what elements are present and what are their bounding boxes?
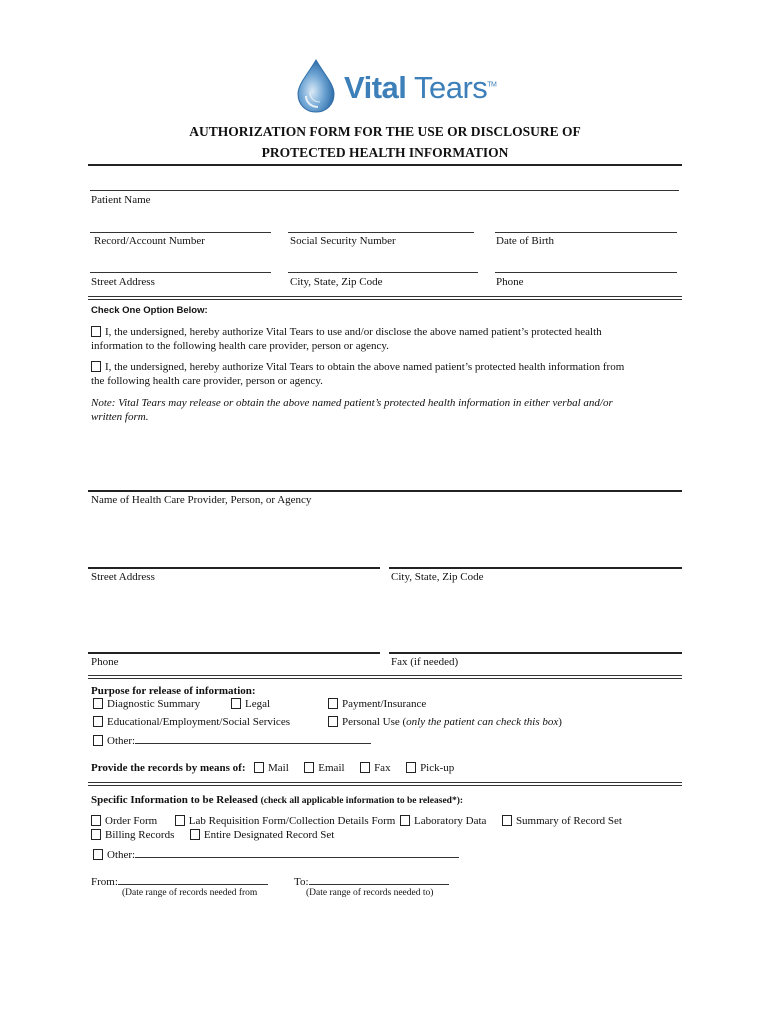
water-drop-icon bbox=[294, 58, 338, 114]
provider-fax-label: Fax (if needed) bbox=[391, 656, 459, 668]
options-heading: Check One Option Below: bbox=[91, 305, 208, 316]
form-title-line2: PROTECTED HEALTH INFORMATION bbox=[261, 145, 509, 160]
specific-row2 bbox=[91, 829, 334, 841]
other-info-checkbox[interactable] bbox=[93, 849, 103, 860]
other-purpose-label: Other: bbox=[107, 735, 136, 747]
ssn-label: Social Security Number bbox=[290, 235, 396, 247]
other-info-label: Other: bbox=[107, 849, 136, 861]
purpose-other[interactable] bbox=[93, 734, 371, 747]
order-form-checkbox[interactable] bbox=[91, 815, 101, 826]
disclose-checkbox[interactable] bbox=[91, 326, 101, 337]
entire-record-label: Entire Designated Record Set bbox=[203, 829, 335, 841]
provider-phone-label: Phone bbox=[91, 656, 119, 668]
legal-checkbox[interactable] bbox=[231, 698, 241, 709]
purpose-payment[interactable] bbox=[328, 698, 426, 710]
provider-city-label: City, State, Zip Code bbox=[391, 571, 484, 583]
section-divider bbox=[88, 296, 682, 300]
patient-name-label: Patient Name bbox=[91, 194, 151, 206]
diagnostic-checkbox[interactable] bbox=[93, 698, 103, 709]
lab-req-checkbox[interactable] bbox=[175, 815, 185, 826]
obtain-checkbox[interactable] bbox=[91, 361, 101, 372]
other-info-field[interactable] bbox=[135, 848, 459, 858]
purpose-diagnostic[interactable] bbox=[93, 698, 200, 710]
provider-phone-field[interactable] bbox=[88, 652, 380, 654]
pickup-checkbox[interactable] bbox=[406, 762, 416, 773]
payment-checkbox[interactable] bbox=[328, 698, 338, 709]
personal-checkbox[interactable] bbox=[328, 716, 338, 727]
diagnostic-label: Diagnostic Summary bbox=[107, 698, 201, 710]
personal-label-note: only the patient can check this box bbox=[406, 716, 559, 728]
specific-heading-note: (check all applicable information to be released*): bbox=[260, 796, 464, 806]
fax-checkbox[interactable] bbox=[360, 762, 370, 773]
other-purpose-checkbox[interactable] bbox=[93, 735, 103, 746]
educational-label: Educational/Employment/Social Services bbox=[107, 716, 290, 728]
billing-checkbox[interactable] bbox=[91, 829, 101, 840]
dob-label: Date of Birth bbox=[496, 235, 555, 247]
option-disclose-text2: information to the following health care provider, person or agency. bbox=[91, 340, 389, 352]
email-label: Email bbox=[318, 762, 345, 774]
option-obtain-text1: I, the undersigned, hereby authorize Vital Tears to obtain the above named patient’s protected health information from bbox=[105, 361, 625, 373]
lab-req-label: Lab Requisition Form/Collection Details Form bbox=[188, 815, 396, 827]
pickup-label: Pick-up bbox=[420, 762, 455, 774]
billing-label: Billing Records bbox=[105, 829, 175, 841]
purpose-educational[interactable] bbox=[93, 716, 290, 728]
specific-heading-row bbox=[91, 794, 463, 806]
from-label: From: bbox=[91, 876, 118, 888]
lab-data-checkbox[interactable] bbox=[400, 815, 410, 826]
to-note: (Date range of records needed to) bbox=[306, 888, 434, 898]
release-note bbox=[91, 396, 683, 424]
patient-street-label: Street Address bbox=[91, 276, 155, 288]
provider-name-label: Name of Health Care Provider, Person, or Agency bbox=[91, 494, 312, 506]
to-row bbox=[294, 875, 449, 888]
title-divider bbox=[88, 164, 682, 166]
patient-phone-field[interactable] bbox=[495, 272, 677, 273]
option-disclose-text1: I, the undersigned, hereby authorize Vital Tears to use and/or disclose the above named patient’s protected health bbox=[105, 326, 602, 338]
entire-record-checkbox[interactable] bbox=[190, 829, 200, 840]
summary-label: Summary of Record Set bbox=[515, 815, 622, 827]
patient-phone-label: Phone bbox=[496, 276, 524, 288]
specific-other[interactable] bbox=[93, 848, 459, 861]
mail-checkbox[interactable] bbox=[254, 762, 264, 773]
fax-label: Fax bbox=[374, 762, 391, 774]
record-number-field[interactable] bbox=[90, 232, 271, 233]
from-row bbox=[91, 875, 268, 888]
patient-street-field[interactable] bbox=[90, 272, 271, 273]
provider-city-field[interactable] bbox=[389, 567, 682, 569]
purpose-legal[interactable] bbox=[231, 698, 270, 710]
option-disclose bbox=[91, 325, 683, 353]
to-date-field[interactable] bbox=[309, 875, 449, 885]
order-form-label: Order Form bbox=[105, 815, 158, 827]
personal-label-suffix: ) bbox=[558, 716, 562, 728]
option-obtain-text2: the following health care provider, person or agency. bbox=[91, 375, 323, 387]
to-label: To: bbox=[294, 876, 309, 888]
from-note: (Date range of records needed from bbox=[122, 888, 258, 898]
form-title-line1: AUTHORIZATION FORM FOR THE USE OR DISCLOSURE OF bbox=[189, 124, 581, 139]
provider-street-field[interactable] bbox=[88, 567, 380, 569]
email-checkbox[interactable] bbox=[304, 762, 314, 773]
release-note-line1: Note: Vital Tears may release or obtain the above named patient’s protected health information in either verbal and/or bbox=[91, 397, 613, 409]
provider-divider bbox=[88, 675, 682, 679]
ssn-field[interactable] bbox=[288, 232, 474, 233]
patient-name-field[interactable] bbox=[90, 190, 679, 191]
other-purpose-field[interactable] bbox=[135, 734, 371, 744]
specific-heading: Specific Information to be Released bbox=[91, 794, 258, 806]
legal-label: Legal bbox=[245, 698, 271, 710]
personal-label-prefix: Personal Use ( bbox=[342, 716, 407, 728]
release-note-line2: written form. bbox=[91, 411, 149, 423]
specific-row1 bbox=[91, 815, 622, 827]
option-obtain bbox=[91, 360, 683, 388]
dob-field[interactable] bbox=[495, 232, 677, 233]
educational-checkbox[interactable] bbox=[93, 716, 103, 727]
means-divider bbox=[88, 782, 682, 786]
payment-label: Payment/Insurance bbox=[342, 698, 427, 710]
provider-street-label: Street Address bbox=[91, 571, 155, 583]
summary-checkbox[interactable] bbox=[502, 815, 512, 826]
mail-label: Mail bbox=[268, 762, 289, 774]
provider-name-field[interactable] bbox=[88, 490, 682, 492]
purpose-personal[interactable] bbox=[328, 716, 562, 728]
patient-city-label: City, State, Zip Code bbox=[290, 276, 383, 288]
record-number-label: Record/Account Number bbox=[94, 235, 205, 247]
means-row bbox=[91, 762, 454, 774]
means-heading: Provide the records by means of: bbox=[91, 762, 246, 774]
purpose-heading: Purpose for release of information: bbox=[91, 685, 256, 697]
patient-city-field[interactable] bbox=[288, 272, 478, 273]
brand-name: Vital Tears™ bbox=[344, 70, 497, 105]
provider-fax-field[interactable] bbox=[389, 652, 682, 654]
lab-data-label: Laboratory Data bbox=[414, 815, 487, 827]
from-date-field[interactable] bbox=[118, 875, 268, 885]
